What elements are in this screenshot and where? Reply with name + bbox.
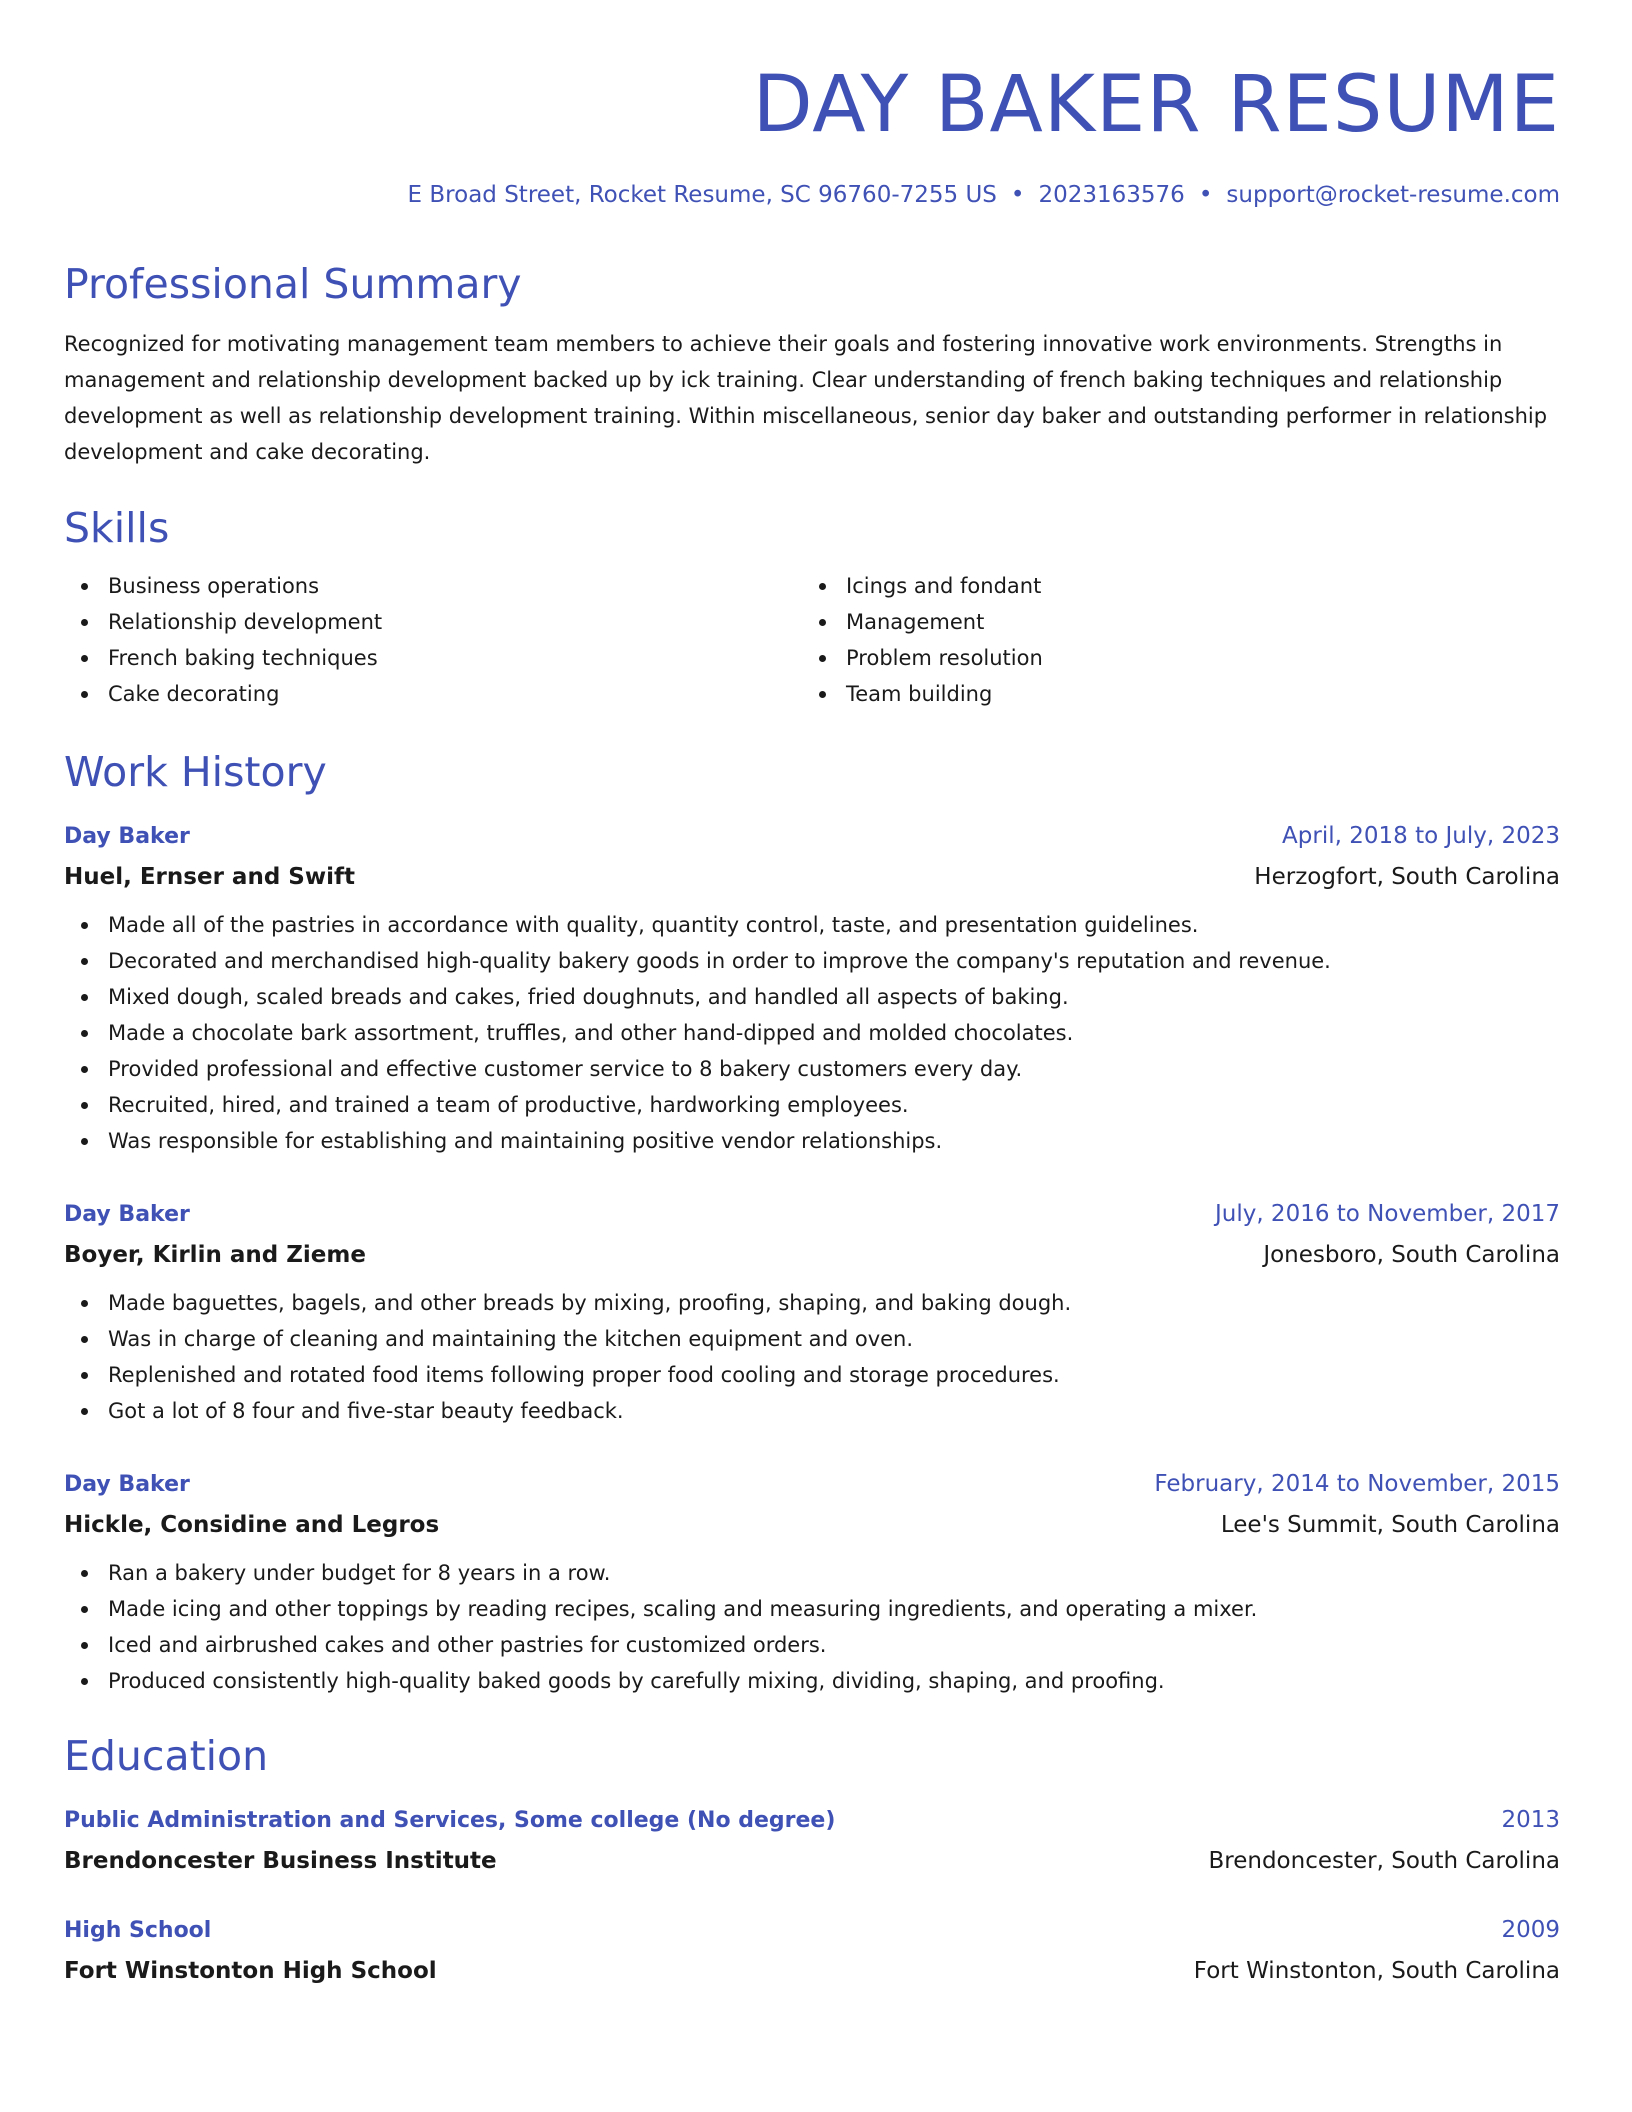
education-year: 2009	[1501, 1917, 1560, 1943]
job-duties	[64, 907, 1560, 1159]
job-duty: Was in charge of cleaning and maintaining the kitchen equipment and oven.	[64, 1321, 1560, 1357]
job-duty: Made a chocolate bark assortment, truffles, and other hand-dipped and molded chocolates.	[64, 1015, 1560, 1051]
job-duties	[64, 1285, 1560, 1429]
job-duty: Iced and airbrushed cakes and other pastries for customized orders.	[64, 1627, 1560, 1663]
job-duty: Recruited, hired, and trained a team of productive, hardworking employees.	[64, 1087, 1560, 1123]
job-dates: February, 2014 to November, 2015	[1154, 1471, 1560, 1497]
job-location: Lee's Summit, South Carolina	[1220, 1512, 1560, 1538]
skill-item: Management	[802, 604, 1540, 640]
skill-item: Team building	[802, 676, 1540, 712]
education-entry	[64, 1800, 1560, 1881]
job-duty: Replenished and rotated food items following proper food cooling and storage procedures.	[64, 1357, 1560, 1393]
contact-email[interactable]: support@rocket-resume.com	[1226, 182, 1560, 208]
job-company: Hickle, Considine and Legros	[64, 1512, 440, 1538]
skill-item: Problem resolution	[802, 640, 1540, 676]
education-entry	[64, 1910, 1560, 1991]
skill-item: Cake decorating	[64, 676, 802, 712]
job-duty: Mixed dough, scaled breads and cakes, fried doughnuts, and handled all aspects of baking.	[64, 979, 1560, 1015]
skills-list-left	[64, 568, 802, 712]
skills-grid	[64, 568, 1560, 712]
job-duty: Made icing and other toppings by reading recipes, scaling and measuring ingredients, and operating a mixer.	[64, 1591, 1560, 1627]
job-entry	[64, 816, 1560, 1159]
resume-name: DAY BAKER RESUME	[752, 60, 1560, 150]
job-duty: Made baguettes, bagels, and other breads by mixing, proofing, shaping, and baking dough.	[64, 1285, 1560, 1321]
job-duty: Was responsible for establishing and maintaining positive vendor relationships.	[64, 1123, 1560, 1159]
contact-separator: •	[1010, 182, 1025, 208]
skill-item: Relationship development	[64, 604, 802, 640]
job-title: Day Baker	[64, 824, 190, 849]
job-entry	[64, 1464, 1560, 1699]
work-history-title: Work History	[64, 748, 327, 796]
job-title: Day Baker	[64, 1202, 190, 1227]
skill-item: French baking techniques	[64, 640, 802, 676]
job-duties	[64, 1555, 1560, 1699]
summary-section	[64, 256, 1560, 470]
resume-page	[64, 0, 1560, 1984]
job-title: Day Baker	[64, 1472, 190, 1497]
education-school: Brendoncester Business Institute	[64, 1848, 497, 1874]
summary-title: Professional Summary	[64, 260, 522, 308]
skills-section	[64, 500, 1560, 712]
job-dates: April, 2018 to July, 2023	[1282, 823, 1560, 849]
job-duty: Produced consistently high-quality baked goods by carefully mixing, dividing, shaping, and proofing.	[64, 1663, 1560, 1699]
education-degree: Public Administration and Services, Some college (No degree)	[64, 1808, 836, 1833]
job-location: Herzogfort, South Carolina	[1254, 864, 1560, 890]
skills-list-right	[802, 568, 1540, 712]
contact-separator: •	[1198, 182, 1213, 208]
education-school: Fort Winstonton High School	[64, 1958, 437, 1984]
job-duty: Decorated and merchandised high-quality bakery goods in order to improve the company's reputation and revenue.	[64, 943, 1560, 979]
education-year: 2013	[1501, 1807, 1560, 1833]
summary-text: Recognized for motivating management team members to achieve their goals and fostering innovative work environments. Strengths in management and relationship development backed up by ick training. Clear understanding of french baking techniques and relationship development as well as relationship development training. Within miscellaneous, senior day baker and outstanding performer in relationship development and cake decorating.	[64, 332, 1548, 464]
job-duty: Made all of the pastries in accordance with quality, quantity control, taste, and presentation guidelines.	[64, 907, 1560, 943]
skill-item: Icings and fondant	[802, 568, 1540, 604]
work-history-section	[64, 744, 1560, 800]
education-location: Fort Winstonton, South Carolina	[1193, 1958, 1560, 1984]
job-dates: July, 2016 to November, 2017	[1214, 1201, 1560, 1227]
skills-title: Skills	[64, 504, 170, 552]
contact-phone: 2023163576	[1038, 182, 1185, 208]
education-degree: High School	[64, 1918, 212, 1943]
job-entry	[64, 1194, 1560, 1429]
job-duty: Provided professional and effective customer service to 8 bakery customers every day.	[64, 1051, 1560, 1087]
education-section	[64, 1728, 1560, 1784]
job-duty: Ran a bakery under budget for 8 years in a row.	[64, 1555, 1560, 1591]
contact-line	[64, 179, 1560, 211]
education-location: Brendoncester, South Carolina	[1208, 1848, 1560, 1874]
education-title: Education	[64, 1732, 269, 1780]
job-location: Jonesboro, South Carolina	[1263, 1242, 1560, 1268]
job-duty: Got a lot of 8 four and five-star beauty feedback.	[64, 1393, 1560, 1429]
job-company: Huel, Ernser and Swift	[64, 864, 355, 890]
skill-item: Business operations	[64, 568, 802, 604]
contact-address: E Broad Street, Rocket Resume, SC 96760-7255 US	[407, 182, 997, 208]
job-company: Boyer, Kirlin and Zieme	[64, 1242, 366, 1268]
